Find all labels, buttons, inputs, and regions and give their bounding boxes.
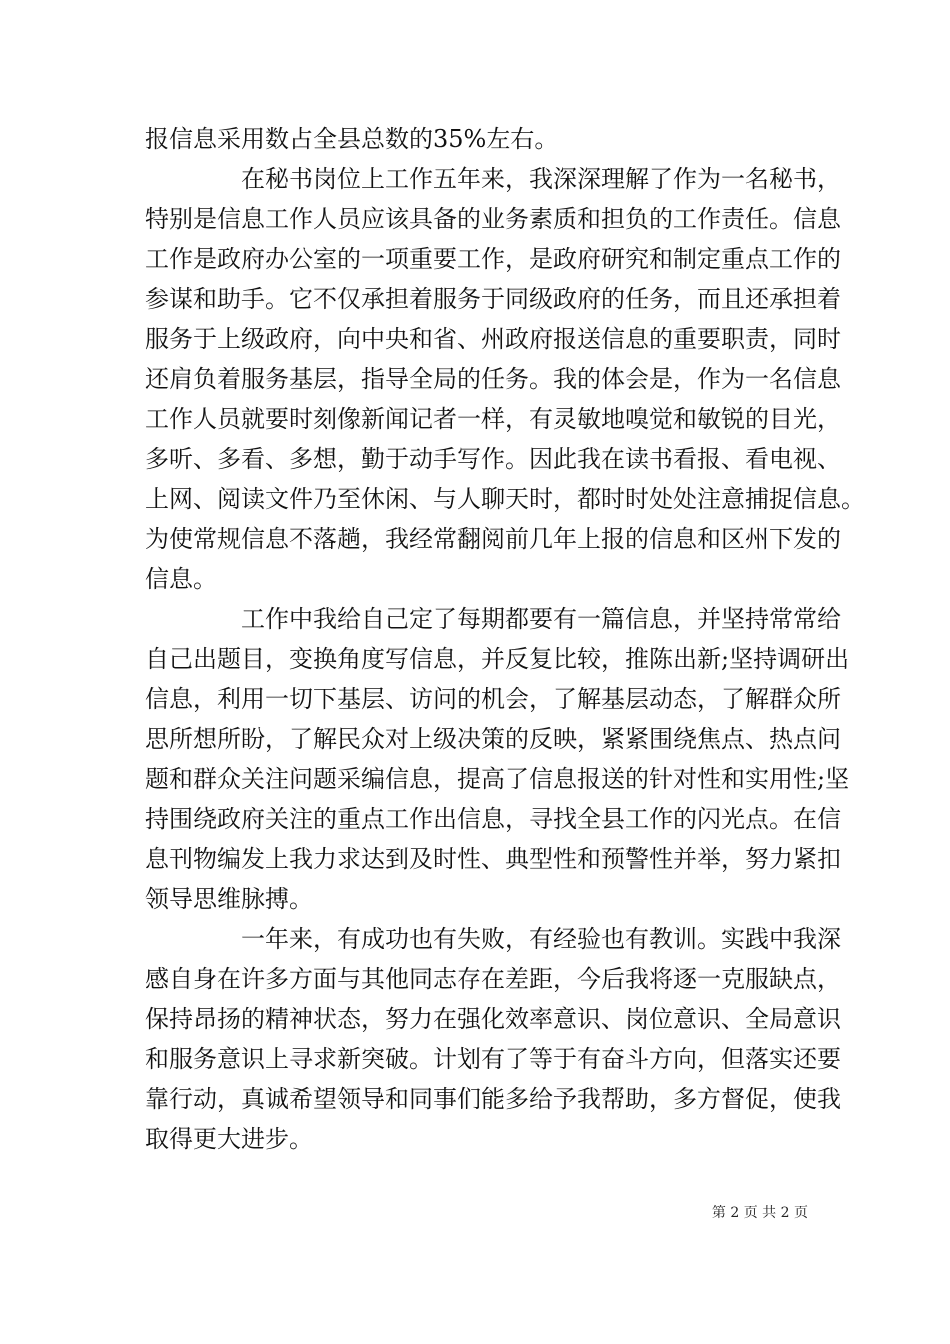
text-line: 服务于上级政府，向中央和省、州政府报送信息的重要职责，同时 — [145, 325, 841, 353]
paragraph — [145, 599, 850, 919]
text-line: 上网、阅读文件乃至休闲、与人聊天时，都时时处处注意捕捉信息。 — [145, 485, 865, 513]
document-body — [145, 119, 865, 1159]
text-line: 报信息采用数占全县总数的35%左右。 — [145, 125, 559, 153]
text-line: 息刊物编发上我力求达到及时性、典型性和预警性并举，努力紧扣 — [145, 845, 841, 873]
text-line: 为使常规信息不落趟，我经常翻阅前几年上报的信息和区州下发的 — [145, 525, 841, 553]
text-line: 和服务意识上寻求新突破。计划有了等于有奋斗方向，但落实还要 — [145, 1045, 841, 1073]
text-line: 还肩负着服务基层，指导全局的任务。我的体会是，作为一名信息 — [145, 365, 841, 393]
paragraph — [145, 119, 825, 159]
paragraph — [145, 919, 841, 1159]
text-line: 工作是政府办公室的一项重要工作，是政府研究和制定重点工作的 — [145, 245, 841, 273]
text-line: 题和群众关注问题采编信息，提高了信息报送的针对性和实用性;坚 — [145, 765, 850, 793]
text-line: 靠行动，真诚希望领导和同事们能多给予我帮助，多方督促，使我 — [145, 1085, 841, 1113]
text-line: 自己出题目，变换角度写信息，并反复比较，推陈出新;坚持调研出 — [145, 645, 850, 673]
text-line: 持围绕政府关注的重点工作出信息，寻找全县工作的闪光点。在信 — [145, 805, 841, 833]
text-line: 在秘书岗位上工作五年来，我深深理解了作为一名秘书， — [241, 165, 841, 193]
text-line: 领导思维脉搏。 — [145, 885, 313, 913]
text-line: 一年来，有成功也有失败，有经验也有教训。实践中我深 — [241, 925, 841, 953]
text-line: 信息，利用一切下基层、访问的机会，了解基层动态，了解群众所 — [145, 685, 841, 713]
text-line: 参谋和助手。它不仅承担着服务于同级政府的任务，而且还承担着 — [145, 285, 841, 313]
text-line: 多听、多看、多想，勤于动手写作。因此我在读书看报、看电视、 — [145, 445, 841, 473]
paragraph — [145, 159, 865, 599]
text-line: 工作中我给自己定了每期都要有一篇信息，并坚持常常给 — [241, 605, 841, 633]
text-line: 信息。 — [145, 565, 217, 593]
text-line: 工作人员就要时刻像新闻记者一样，有灵敏地嗅觉和敏锐的目光， — [145, 405, 841, 433]
text-line: 思所想所盼，了解民众对上级决策的反映，紧紧围绕焦点、热点问 — [145, 725, 841, 753]
page-number-footer: 第 2 页 共 2 页 — [711, 1205, 808, 1221]
text-line: 感自身在许多方面与其他同志存在差距，今后我将逐一克服缺点， — [145, 965, 841, 993]
text-line: 特别是信息工作人员应该具备的业务素质和担负的工作责任。信息 — [145, 205, 841, 233]
text-line: 取得更大进步。 — [145, 1125, 313, 1153]
text-line: 保持昂扬的精神状态，努力在强化效率意识、岗位意识、全局意识 — [145, 1005, 841, 1033]
